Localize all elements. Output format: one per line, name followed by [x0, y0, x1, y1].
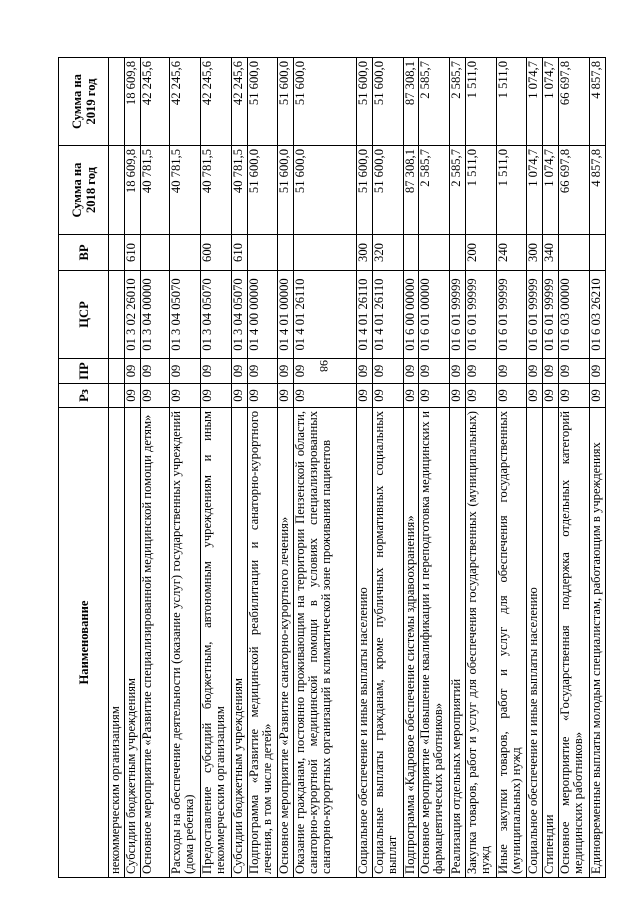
- cell-name: Подпрограмма «Развитие медицинской реабилитации и санаторно-курортного лечения, в том числе детей»: [247, 408, 278, 878]
- table-row: [170, 58, 201, 878]
- cell-pr: 09: [419, 359, 450, 384]
- cell-pr: 09: [466, 359, 497, 384]
- cell-vr: 320: [372, 235, 403, 271]
- cell-rz: 09: [527, 384, 543, 408]
- cell-name: Закупка товаров, работ и услуг для обеспечения государственных (муниципальных) нужд: [466, 408, 497, 878]
- cell-sum-2018: 2 585,7: [450, 146, 466, 235]
- cell-vr: 340: [543, 235, 559, 271]
- cell-sum-2019: 4 857,8: [590, 58, 606, 146]
- table-row: [403, 58, 419, 878]
- header-sum-2018: Сумма на 2018 год: [59, 146, 109, 235]
- cell-csr: 01 4 01 00000: [278, 271, 294, 359]
- table-row: [496, 58, 527, 878]
- table-row: [124, 58, 140, 878]
- cell-csr: 01 3 04 05070: [231, 271, 247, 359]
- cell-vr: 200: [466, 235, 497, 271]
- cell-csr: 01 6 01 99999: [450, 271, 466, 359]
- cell-sum-2018: 18 609,8: [124, 146, 140, 235]
- cell-sum-2019: [109, 58, 125, 146]
- cell-rz: 09: [403, 384, 419, 408]
- cell-rz: 09: [466, 384, 497, 408]
- cell-vr: [140, 235, 170, 271]
- cell-sum-2018: 51 600,0: [247, 146, 278, 235]
- cell-vr: 610: [231, 235, 247, 271]
- cell-csr: 01 4 01 26110: [356, 271, 372, 359]
- cell-sum-2019: 87 308,1: [403, 58, 419, 146]
- cell-sum-2018: 87 308,1: [403, 146, 419, 235]
- cell-sum-2019: 51 600,0: [278, 58, 294, 146]
- table-row: [356, 58, 372, 878]
- cell-name: Единовременные выплаты молодым специалистам, работающим в учреждениях: [590, 408, 606, 878]
- cell-name: Оказание гражданам, постоянно проживающим на территории Пензенской области, санаторно-курортной медицинской помощи в условиях специализированных санаторно-курортных организаций в климатической зоне проживания пациентов: [294, 408, 357, 878]
- cell-sum-2019: 42 245,6: [201, 58, 232, 146]
- cell-sum-2018: 40 781,5: [231, 146, 247, 235]
- cell-sum-2019: 42 245,6: [170, 58, 201, 146]
- cell-name: Реализация отдельных мероприятий: [450, 408, 466, 878]
- header-vr: ВР: [59, 235, 109, 271]
- cell-sum-2019: 42 245,6: [231, 58, 247, 146]
- cell-vr: 600: [201, 235, 232, 271]
- cell-rz: [109, 384, 125, 408]
- cell-pr: 09: [294, 359, 357, 384]
- cell-csr: 01 3 04 00000: [140, 271, 170, 359]
- cell-vr: 610: [124, 235, 140, 271]
- budget-table: [58, 57, 606, 878]
- cell-rz: 09: [124, 384, 140, 408]
- cell-name: Подпрограмма «Кадровое обеспечение системы здравоохранения»: [403, 408, 419, 878]
- cell-pr: 09: [170, 359, 201, 384]
- header-rz: Рз: [59, 384, 109, 408]
- cell-sum-2019: 51 600,0: [356, 58, 372, 146]
- cell-csr: 01 6 03 26210: [590, 271, 606, 359]
- cell-vr: [559, 235, 590, 271]
- cell-sum-2018: 40 781,5: [140, 146, 170, 235]
- cell-pr: 09: [140, 359, 170, 384]
- cell-name: Основное мероприятие «Государственная поддержка отдельных категорий медицинских работников»: [559, 408, 590, 878]
- cell-vr: [247, 235, 278, 271]
- cell-sum-2018: 51 600,0: [294, 146, 357, 235]
- table-row: [294, 58, 357, 878]
- cell-sum-2018: 51 600,0: [372, 146, 403, 235]
- cell-csr: 01 4 00 00000: [247, 271, 278, 359]
- cell-sum-2019: 51 600,0: [247, 58, 278, 146]
- cell-csr: 01 4 01 26110: [372, 271, 403, 359]
- cell-pr: 09: [356, 359, 372, 384]
- cell-csr: [109, 271, 125, 359]
- table-row: [109, 58, 125, 878]
- cell-rz: 09: [140, 384, 170, 408]
- cell-csr: 01 3 02 26010: [124, 271, 140, 359]
- cell-vr: 300: [527, 235, 543, 271]
- cell-name: Социальное обеспечение и иные выплаты населению: [527, 408, 543, 878]
- cell-pr: 09: [590, 359, 606, 384]
- cell-pr: 09: [543, 359, 559, 384]
- cell-name: Основное мероприятие «Повышение квалификации и переподготовка медицинских и фармацевтических работников»: [419, 408, 450, 878]
- cell-sum-2019: 66 697,8: [559, 58, 590, 146]
- cell-sum-2019: 42 245,6: [140, 58, 170, 146]
- cell-rz: 09: [356, 384, 372, 408]
- cell-name: Расходы на обеспечение деятельности (оказание услуг) государственных учреждений (дома ребенка): [170, 408, 201, 878]
- cell-pr: 09: [450, 359, 466, 384]
- cell-sum-2018: 1 511,0: [496, 146, 527, 235]
- table-row: [231, 58, 247, 878]
- header-name: Наименование: [59, 408, 109, 878]
- cell-sum-2018: 4 857,8: [590, 146, 606, 235]
- cell-rz: 09: [231, 384, 247, 408]
- cell-pr: 09: [527, 359, 543, 384]
- cell-vr: [450, 235, 466, 271]
- cell-sum-2018: 40 781,5: [201, 146, 232, 235]
- cell-csr: 01 6 01 99999: [466, 271, 497, 359]
- cell-sum-2018: [109, 146, 125, 235]
- cell-csr: 01 6 01 00000: [419, 271, 450, 359]
- cell-rz: 09: [247, 384, 278, 408]
- cell-sum-2019: 2 585,7: [450, 58, 466, 146]
- table-row: [140, 58, 170, 878]
- cell-name: Стипендии: [543, 408, 559, 878]
- table-row: [559, 58, 590, 878]
- table-row: [247, 58, 278, 878]
- cell-sum-2018: 1 074,7: [543, 146, 559, 235]
- table-row: [419, 58, 450, 878]
- cell-name: некоммерческим организациям: [109, 408, 125, 878]
- cell-pr: 09: [496, 359, 527, 384]
- cell-rz: 09: [170, 384, 201, 408]
- cell-vr: [109, 235, 125, 271]
- cell-vr: 300: [356, 235, 372, 271]
- cell-sum-2018: 1 511,0: [466, 146, 497, 235]
- cell-pr: 09: [201, 359, 232, 384]
- cell-rz: 09: [543, 384, 559, 408]
- cell-sum-2018: 51 600,0: [278, 146, 294, 235]
- cell-sum-2019: 1 074,7: [527, 58, 543, 146]
- cell-sum-2018: 66 697,8: [559, 146, 590, 235]
- cell-csr: 01 6 00 00000: [403, 271, 419, 359]
- cell-vr: [278, 235, 294, 271]
- table-row: [278, 58, 294, 878]
- table-row: [543, 58, 559, 878]
- cell-csr: 01 3 04 05070: [170, 271, 201, 359]
- table-row: [201, 58, 232, 878]
- cell-vr: [403, 235, 419, 271]
- cell-sum-2018: 1 074,7: [527, 146, 543, 235]
- cell-name: Субсидии бюджетным учреждениям: [124, 408, 140, 878]
- cell-pr: 09: [278, 359, 294, 384]
- cell-name: Социальное обеспечение и иные выплаты населению: [356, 408, 372, 878]
- cell-csr: 01 4 01 26110: [294, 271, 357, 359]
- cell-sum-2018: 51 600,0: [356, 146, 372, 235]
- cell-pr: [109, 359, 125, 384]
- page-number: 98: [317, 360, 331, 372]
- cell-sum-2019: 1 511,0: [496, 58, 527, 146]
- cell-rz: 09: [294, 384, 357, 408]
- cell-sum-2018: 40 781,5: [170, 146, 201, 235]
- cell-csr: 01 6 01 99999: [496, 271, 527, 359]
- cell-sum-2019: 2 585,7: [419, 58, 450, 146]
- cell-rz: 09: [450, 384, 466, 408]
- table-row: [450, 58, 466, 878]
- cell-rz: 09: [372, 384, 403, 408]
- cell-pr: 09: [124, 359, 140, 384]
- cell-name: Основное мероприятие «Развитие специализированной медицинской помощи детям»: [140, 408, 170, 878]
- cell-sum-2019: 1 511,0: [466, 58, 497, 146]
- table-row: [590, 58, 606, 878]
- cell-vr: [419, 235, 450, 271]
- cell-sum-2019: 1 074,7: [543, 58, 559, 146]
- header-csr: ЦСР: [59, 271, 109, 359]
- cell-vr: [590, 235, 606, 271]
- cell-csr: 01 3 04 05070: [201, 271, 232, 359]
- cell-pr: 09: [231, 359, 247, 384]
- cell-pr: 09: [247, 359, 278, 384]
- cell-pr: 09: [403, 359, 419, 384]
- rotated-page-content: [58, 58, 606, 878]
- cell-rz: 09: [419, 384, 450, 408]
- header-pr: ПР: [59, 359, 109, 384]
- table-row: [372, 58, 403, 878]
- cell-rz: 09: [201, 384, 232, 408]
- cell-pr: 09: [372, 359, 403, 384]
- table-header-row: [59, 58, 109, 878]
- cell-csr: 01 6 01 99999: [527, 271, 543, 359]
- cell-name: Социальные выплаты гражданам, кроме публичных нормативных социальных выплат: [372, 408, 403, 878]
- cell-name: Предоставление субсидий бюджетным, автономным учреждениям и иным некоммерческим организациям: [201, 408, 232, 878]
- cell-vr: [170, 235, 201, 271]
- cell-sum-2019: 18 609,8: [124, 58, 140, 146]
- cell-sum-2018: 2 585,7: [419, 146, 450, 235]
- table-row: [527, 58, 543, 878]
- cell-name: Основное мероприятие «Развитие санаторно-курортного лечения»: [278, 408, 294, 878]
- header-sum-2019: Сумма на 2019 год: [59, 58, 109, 146]
- cell-csr: 01 6 03 00000: [559, 271, 590, 359]
- cell-csr: 01 6 01 99999: [543, 271, 559, 359]
- cell-rz: 09: [278, 384, 294, 408]
- cell-pr: 09: [559, 359, 590, 384]
- cell-rz: 09: [559, 384, 590, 408]
- cell-vr: [294, 235, 357, 271]
- table-body: [109, 58, 606, 878]
- cell-name: Субсидии бюджетным учреждениям: [231, 408, 247, 878]
- cell-name: Иные закупки товаров, работ и услуг для обеспечения государственных (муниципальных) нужд: [496, 408, 527, 878]
- cell-rz: 09: [590, 384, 606, 408]
- cell-sum-2019: 51 600,0: [372, 58, 403, 146]
- cell-vr: 240: [496, 235, 527, 271]
- table-row: [466, 58, 497, 878]
- cell-rz: 09: [496, 384, 527, 408]
- cell-sum-2019: 51 600,0: [294, 58, 357, 146]
